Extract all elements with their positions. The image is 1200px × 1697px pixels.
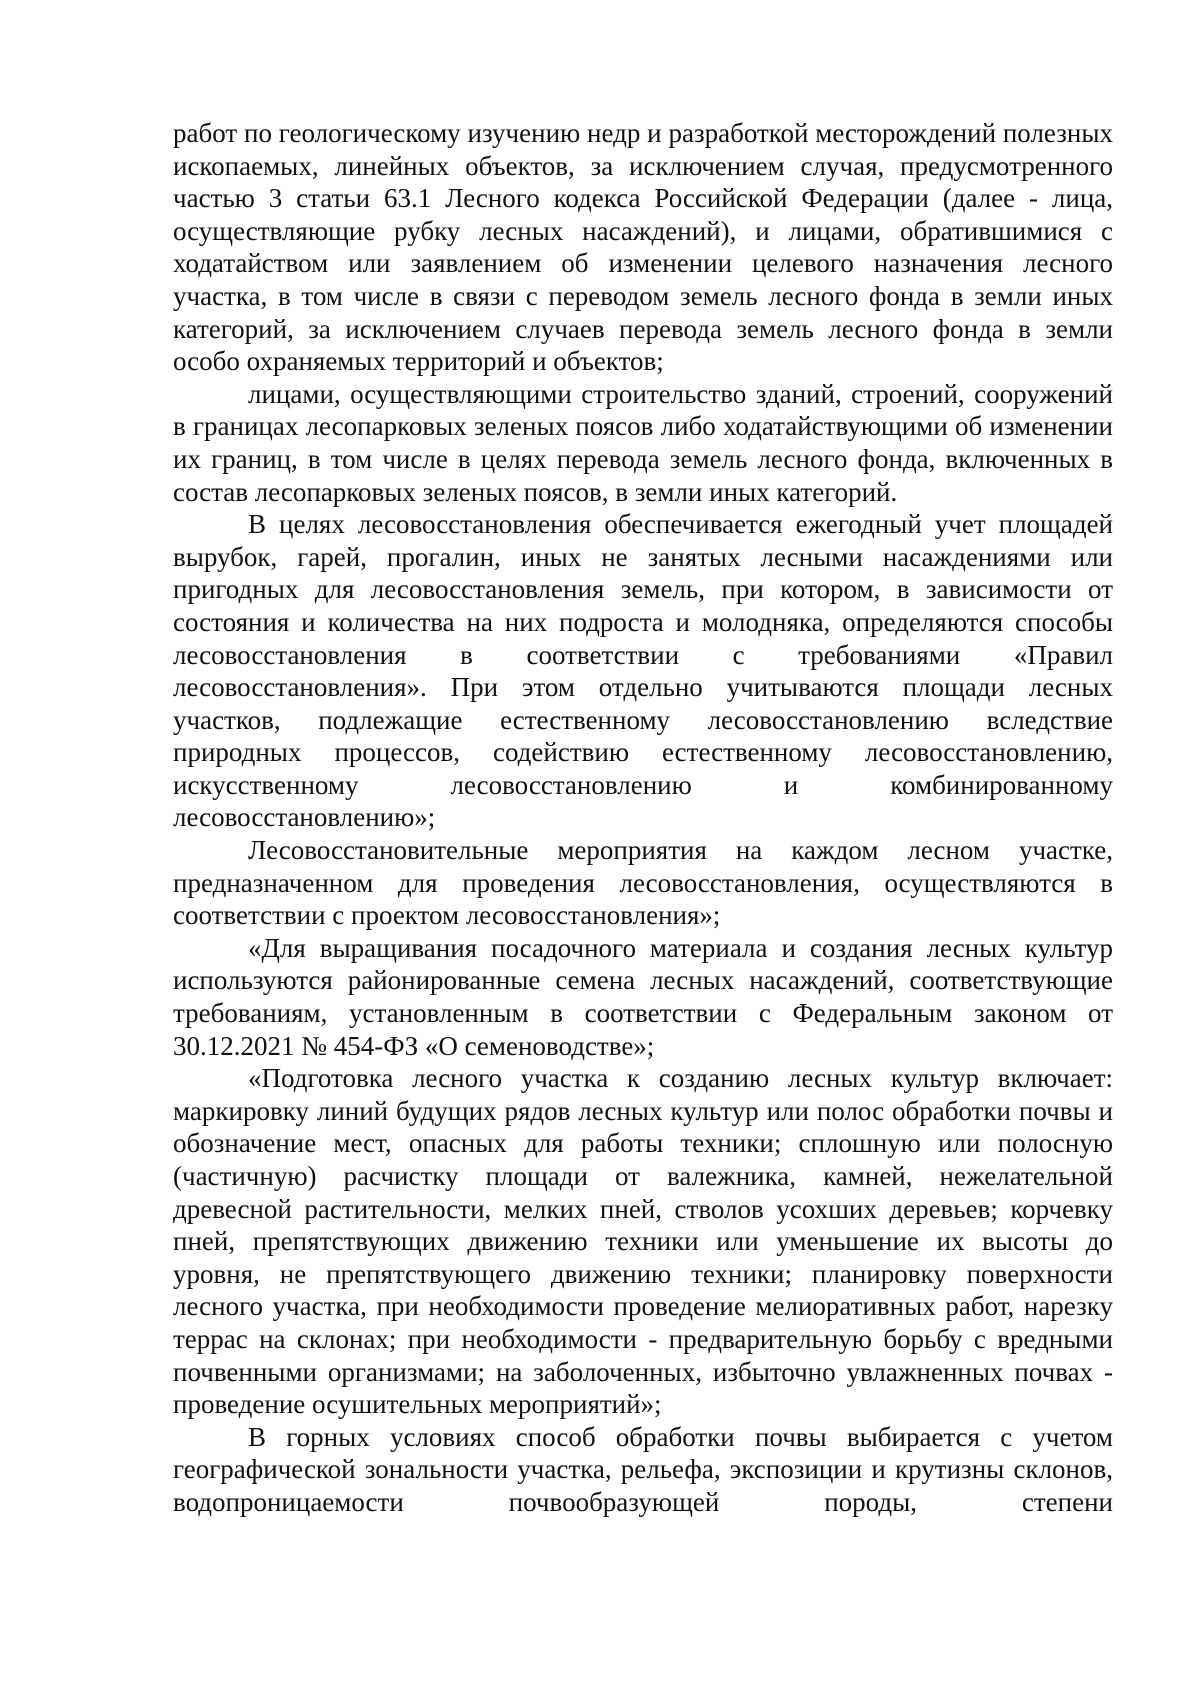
paragraph-7: В горных условиях способ обработки почвы выбирается с учетом географической зональности участка, рельефа, экспозиции и крутизны склонов, водопроницаемости почвообразующей породы, степени <box>173 1421 1113 1517</box>
paragraph-6: «Подготовка лесного участка к созданию лесных культур включает: маркировку линий будущих рядов лесных культур или полос обработки почвы и обозначение мест, опасных для работы техники; сплошную или полосную (частичную) расчистку площади от валежника, камней, нежелательной древесной растительности, мелких пней, стволов усохших деревьев; корчевку пней, препятствующих движению техники или уменьшение их высоты до уровня, не препятствующего движению техники; планировку поверхности лесного участка, при необходимости проведение мелиоративных работ, нарезку террас на склонах; при необходимости - предварительную борьбу с вредными почвенными организмами; на заболоченных, избыточно увлажненных почвах - проведение осушительных мероприятий»; <box>173 1063 1113 1420</box>
paragraph-5: «Для выращивания посадочного материала и создания лесных культур используются районированные семена лесных насаждений, соответствующие требованиям, установленным в соответствии с Федеральным законом от 30.12.2021 № 454-ФЗ «О семеноводстве»; <box>173 932 1113 1061</box>
paragraph-2: лицами, осуществляющими строительство зданий, строений, сооружений в границах лесопарковых зеленых поясов либо ходатайствующими об изменении их границ, в том числе в целях перевода земель лесного фонда, включенных в состав лесопарковых зеленых поясов, в земли иных категорий. <box>173 378 1113 507</box>
document-body <box>173 117 1113 1519</box>
paragraph-4: Лесовосстановительные мероприятия на каждом лесном участке, предназначенном для проведения лесовосстановления, осуществляются в соответствии с проектом лесовосстановления»; <box>173 835 1113 931</box>
paragraph-3: В целях лесовосстановления обеспечивается ежегодный учет площадей вырубок, гарей, прогалин, иных не занятых лесными насаждениями или пригодных для лесовосстановления земель, при котором, в зависимости от состояния и количества на них подроста и молодняка, определяются способы лесовосстановления в соответствии с требованиями «Правил лесовосстановления». При этом отдельно учитываются площади лесных участков, подлежащие естественному лесовосстановлению вследствие природных процессов, содействию естественному лесовосстановлению, искусственному лесовосстановлению и комбинированному лесовосстановлению»; <box>173 509 1113 833</box>
paragraph-1: работ по геологическому изучению недр и разработкой месторождений полезных ископаемых, линейных объектов, за исключением случая, предусмотренного частью 3 статьи 63.1 Лесного кодекса Российской Федерации (далее - лица, осуществляющие рубку лесных насаждений), и лицами, обратившимися с ходатайством или заявлением об изменении целевого назначения лесного участка, в том числе в связи с переводом земель лесного фонда в земли иных категорий, за исключением случаев перевода земель лесного фонда в земли особо охраняемых территорий и объектов; <box>173 118 1113 377</box>
